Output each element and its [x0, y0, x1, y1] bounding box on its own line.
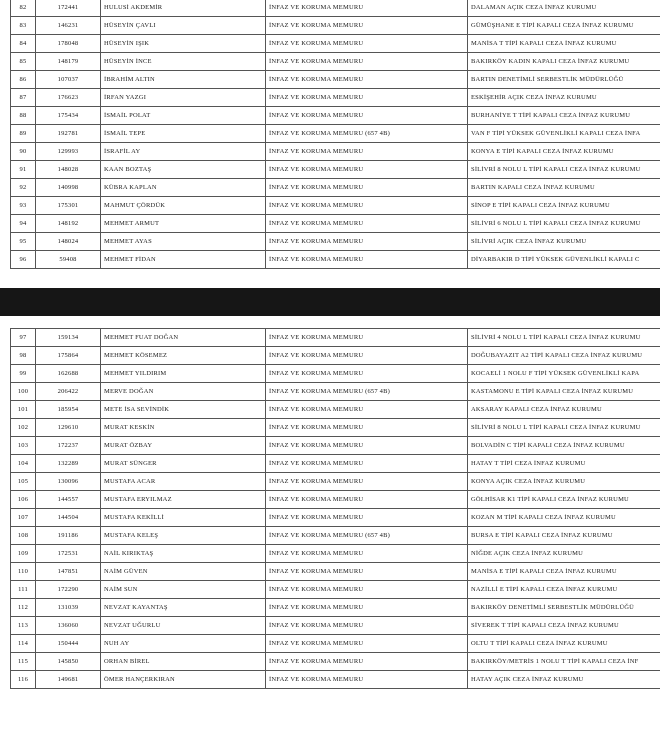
row-number-cell: 94	[11, 215, 36, 233]
person-name-cell: NAİL KIRIKTAŞ	[101, 545, 266, 563]
registry-number-cell: 176623	[36, 89, 101, 107]
row-number-cell: 103	[11, 437, 36, 455]
row-number-cell: 110	[11, 563, 36, 581]
table-row	[11, 419, 660, 437]
table-row	[11, 71, 660, 89]
table-row	[11, 17, 660, 35]
assigned-unit-cell: OLTU T TİPİ KAPALI CEZA İNFAZ KURUMU	[468, 635, 660, 653]
assigned-unit-cell: BAKIRKÖY KADIN KAPALI CEZA İNFAZ KURUMU	[468, 53, 660, 71]
person-name-cell: İSMAİL POLAT	[101, 107, 266, 125]
row-number-cell: 102	[11, 419, 36, 437]
registry-number-cell: 192781	[36, 125, 101, 143]
table-row	[11, 35, 660, 53]
person-name-cell: NAİM SUN	[101, 581, 266, 599]
job-title-cell: İNFAZ VE KORUMA MEMURU	[266, 437, 468, 455]
registry-number-cell: 172531	[36, 545, 101, 563]
table-row	[11, 179, 660, 197]
registry-number-cell: 131039	[36, 599, 101, 617]
assigned-unit-cell: BAKIRKÖY DENETİMLİ SERBESTLİK MÜDÜRLÜĞÜ	[468, 599, 660, 617]
person-name-cell: İRFAN YAZGI	[101, 89, 266, 107]
person-name-cell: ORHAN BİREL	[101, 653, 266, 671]
registry-number-cell: 191186	[36, 527, 101, 545]
assigned-unit-cell: BOLVADİN C TİPİ KAPALI CEZA İNFAZ KURUMU	[468, 437, 660, 455]
job-title-cell: İNFAZ VE KORUMA MEMURU	[266, 329, 468, 347]
row-number-cell: 115	[11, 653, 36, 671]
job-title-cell: İNFAZ VE KORUMA MEMURU (657 4B)	[266, 527, 468, 545]
registry-number-cell: 148028	[36, 161, 101, 179]
table-row	[11, 197, 660, 215]
row-number-cell: 92	[11, 179, 36, 197]
row-number-cell: 83	[11, 17, 36, 35]
registry-number-cell: 136060	[36, 617, 101, 635]
assigned-unit-cell: HATAY T TİPİ CEZA İNFAZ KURUMU	[468, 455, 660, 473]
job-title-cell: İNFAZ VE KORUMA MEMURU	[266, 671, 468, 689]
registry-number-cell: 130096	[36, 473, 101, 491]
row-number-cell: 82	[11, 0, 36, 17]
assigned-unit-cell: SİLİVRİ 6 NOLU L TİPİ KAPALI CEZA İNFAZ KURUMU	[468, 215, 660, 233]
assigned-unit-cell: NAZİLLİ E TİPİ KAPALI CEZA İNFAZ KURUMU	[468, 581, 660, 599]
table-row	[11, 437, 660, 455]
assigned-unit-cell: BAKIRKÖY/METRİS 1 NOLU T TİPİ KAPALI CEZA İNF	[468, 653, 660, 671]
registry-number-cell: 129993	[36, 143, 101, 161]
person-name-cell: MERVE DOĞAN	[101, 383, 266, 401]
row-number-cell: 89	[11, 125, 36, 143]
row-number-cell: 96	[11, 251, 36, 269]
registry-number-cell: 159134	[36, 329, 101, 347]
registry-number-cell: 172237	[36, 437, 101, 455]
job-title-cell: İNFAZ VE KORUMA MEMURU	[266, 53, 468, 71]
registry-number-cell: 185954	[36, 401, 101, 419]
assigned-unit-cell: BURSA E TİPİ KAPALI CEZA İNFAZ KURUMU	[468, 527, 660, 545]
job-title-cell: İNFAZ VE KORUMA MEMURU	[266, 89, 468, 107]
table-row	[11, 401, 660, 419]
registry-number-cell: 148024	[36, 233, 101, 251]
job-title-cell: İNFAZ VE KORUMA MEMURU	[266, 17, 468, 35]
assigned-unit-cell: KASTAMONU E TİPİ KAPALI CEZA İNFAZ KURUMU	[468, 383, 660, 401]
table-row	[11, 671, 660, 689]
job-title-cell: İNFAZ VE KORUMA MEMURU	[266, 233, 468, 251]
registry-number-cell: 172290	[36, 581, 101, 599]
row-number-cell: 105	[11, 473, 36, 491]
person-name-cell: KAAN BOZTAŞ	[101, 161, 266, 179]
person-name-cell: METE İSA SEVİNDİK	[101, 401, 266, 419]
person-name-cell: İSRAFİL AY	[101, 143, 266, 161]
job-title-cell: İNFAZ VE KORUMA MEMURU	[266, 197, 468, 215]
assigned-unit-cell: AKSARAY KAPALI CEZA İNFAZ KURUMU	[468, 401, 660, 419]
registry-number-cell: 59408	[36, 251, 101, 269]
table-row	[11, 599, 660, 617]
assigned-unit-cell: SİLİVRİ AÇIK CEZA İNFAZ KURUMU	[468, 233, 660, 251]
table-row	[11, 233, 660, 251]
person-name-cell: HÜSEYİN IŞIK	[101, 35, 266, 53]
assigned-unit-cell: DOĞUBAYAZIT A2 TİPİ KAPALI CEZA İNFAZ KURUMU	[468, 347, 660, 365]
assigned-unit-cell: KOZAN M TİPİ KAPALI CEZA İNFAZ KURUMU	[468, 509, 660, 527]
assigned-unit-cell: BURHANİYE T TİPİ KAPALI CEZA İNFAZ KURUMU	[468, 107, 660, 125]
table-row	[11, 329, 660, 347]
registry-number-cell: 107037	[36, 71, 101, 89]
job-title-cell: İNFAZ VE KORUMA MEMURU	[266, 599, 468, 617]
row-number-cell: 109	[11, 545, 36, 563]
row-number-cell: 98	[11, 347, 36, 365]
row-number-cell: 113	[11, 617, 36, 635]
assigned-unit-cell: KOCAELİ 1 NOLU F TİPİ YÜKSEK GÜVENLİKLİ KAPA	[468, 365, 660, 383]
table-row	[11, 581, 660, 599]
person-name-cell: MEHMET KÖSEMEZ	[101, 347, 266, 365]
job-title-cell: İNFAZ VE KORUMA MEMURU	[266, 71, 468, 89]
row-number-cell: 104	[11, 455, 36, 473]
table-row	[11, 107, 660, 125]
table-row	[11, 251, 660, 269]
table-row	[11, 509, 660, 527]
job-title-cell: İNFAZ VE KORUMA MEMURU	[266, 179, 468, 197]
person-name-cell: NEVZAT UĞURLU	[101, 617, 266, 635]
row-number-cell: 95	[11, 233, 36, 251]
assigned-unit-cell: SİLİVRİ 4 NOLU L TİPİ KAPALI CEZA İNFAZ KURUMU	[468, 329, 660, 347]
registry-number-cell: 175864	[36, 347, 101, 365]
table-row	[11, 383, 660, 401]
job-title-cell: İNFAZ VE KORUMA MEMURU	[266, 107, 468, 125]
row-number-cell: 107	[11, 509, 36, 527]
person-name-cell: ÖMER HANÇERKIRAN	[101, 671, 266, 689]
row-number-cell: 84	[11, 35, 36, 53]
assigned-unit-cell: DALAMAN AÇIK CEZA İNFAZ KURUMU	[468, 0, 660, 17]
personnel-table-top-body	[11, 0, 660, 269]
person-name-cell: MEHMET ARMUT	[101, 215, 266, 233]
assigned-unit-cell: GÖLHİSAR K1 TİPİ KAPALI CEZA İNFAZ KURUMU	[468, 491, 660, 509]
row-number-cell: 93	[11, 197, 36, 215]
job-title-cell: İNFAZ VE KORUMA MEMURU	[266, 161, 468, 179]
job-title-cell: İNFAZ VE KORUMA MEMURU	[266, 635, 468, 653]
table-row	[11, 143, 660, 161]
personnel-table-bottom	[10, 328, 660, 689]
person-name-cell: İBRAHİM ALTIN	[101, 71, 266, 89]
row-number-cell: 101	[11, 401, 36, 419]
table-row	[11, 491, 660, 509]
assigned-unit-cell: ESKİŞEHİR AÇIK CEZA İNFAZ KURUMU	[468, 89, 660, 107]
registry-number-cell: 175301	[36, 197, 101, 215]
registry-number-cell: 147851	[36, 563, 101, 581]
person-name-cell: İSMAİL TEPE	[101, 125, 266, 143]
assigned-unit-cell: SİLİVRİ 8 NOLU L TİPİ KAPALI CEZA İNFAZ KURUMU	[468, 161, 660, 179]
registry-number-cell: 132289	[36, 455, 101, 473]
job-title-cell: İNFAZ VE KORUMA MEMURU	[266, 563, 468, 581]
assigned-unit-cell: SİLİVRİ 8 NOLU L TİPİ KAPALI CEZA İNFAZ KURUMU	[468, 419, 660, 437]
person-name-cell: HULUSİ AKDEMİR	[101, 0, 266, 17]
registry-number-cell: 175434	[36, 107, 101, 125]
assigned-unit-cell: SİNOP E TİPİ KAPALI CEZA İNFAZ KURUMU	[468, 197, 660, 215]
row-number-cell: 112	[11, 599, 36, 617]
registry-number-cell: 148179	[36, 53, 101, 71]
job-title-cell: İNFAZ VE KORUMA MEMURU	[266, 419, 468, 437]
person-name-cell: MUSTAFA ERYILMAZ	[101, 491, 266, 509]
job-title-cell: İNFAZ VE KORUMA MEMURU	[266, 215, 468, 233]
job-title-cell: İNFAZ VE KORUMA MEMURU	[266, 35, 468, 53]
job-title-cell: İNFAZ VE KORUMA MEMURU	[266, 581, 468, 599]
table-row	[11, 215, 660, 233]
table-row	[11, 53, 660, 71]
registry-number-cell: 172441	[36, 0, 101, 17]
personnel-table-bottom-body	[11, 329, 660, 689]
table-row	[11, 0, 660, 17]
row-number-cell: 88	[11, 107, 36, 125]
row-number-cell: 111	[11, 581, 36, 599]
person-name-cell: MURAT ÖZBAY	[101, 437, 266, 455]
person-name-cell: NUH AY	[101, 635, 266, 653]
table-row	[11, 347, 660, 365]
table-row	[11, 563, 660, 581]
assigned-unit-cell: KONYA E TİPİ KAPALI CEZA İNFAZ KURUMU	[468, 143, 660, 161]
table-row	[11, 125, 660, 143]
row-number-cell: 91	[11, 161, 36, 179]
job-title-cell: İNFAZ VE KORUMA MEMURU	[266, 455, 468, 473]
registry-number-cell: 129610	[36, 419, 101, 437]
row-number-cell: 85	[11, 53, 36, 71]
table-row	[11, 617, 660, 635]
table-row	[11, 89, 660, 107]
job-title-cell: İNFAZ VE KORUMA MEMURU	[266, 509, 468, 527]
job-title-cell: İNFAZ VE KORUMA MEMURU (657 4B)	[266, 383, 468, 401]
registry-number-cell: 140998	[36, 179, 101, 197]
table-row	[11, 455, 660, 473]
assigned-unit-cell: MANİSA T TİPİ KAPALI CEZA İNFAZ KURUMU	[468, 35, 660, 53]
assigned-unit-cell: HATAY AÇIK CEZA İNFAZ KURUMU	[468, 671, 660, 689]
person-name-cell: MEHMET AYAS	[101, 233, 266, 251]
table-row	[11, 365, 660, 383]
row-number-cell: 99	[11, 365, 36, 383]
document-page-bottom	[0, 324, 660, 729]
registry-number-cell: 150444	[36, 635, 101, 653]
registry-number-cell: 178048	[36, 35, 101, 53]
personnel-table-top	[10, 0, 660, 269]
registry-number-cell: 145850	[36, 653, 101, 671]
assigned-unit-cell: KONYA AÇIK CEZA İNFAZ KURUMU	[468, 473, 660, 491]
assigned-unit-cell: NİĞDE AÇIK CEZA İNFAZ KURUMU	[468, 545, 660, 563]
person-name-cell: MEHMET YILDIRIM	[101, 365, 266, 383]
person-name-cell: HÜSEYİN İNCE	[101, 53, 266, 71]
person-name-cell: NEVZAT KAYANTAŞ	[101, 599, 266, 617]
person-name-cell: KÜBRA KAPLAN	[101, 179, 266, 197]
assigned-unit-cell: BARTIN KAPALI CEZA İNFAZ KURUMU	[468, 179, 660, 197]
row-number-cell: 87	[11, 89, 36, 107]
person-name-cell: MEHMET FUAT DOĞAN	[101, 329, 266, 347]
assigned-unit-cell: SİVEREK T TİPİ KAPALI CEZA İNFAZ KURUMU	[468, 617, 660, 635]
job-title-cell: İNFAZ VE KORUMA MEMURU	[266, 491, 468, 509]
job-title-cell: İNFAZ VE KORUMA MEMURU	[266, 653, 468, 671]
job-title-cell: İNFAZ VE KORUMA MEMURU	[266, 401, 468, 419]
person-name-cell: MEHMET FİDAN	[101, 251, 266, 269]
job-title-cell: İNFAZ VE KORUMA MEMURU	[266, 143, 468, 161]
job-title-cell: İNFAZ VE KORUMA MEMURU	[266, 347, 468, 365]
job-title-cell: İNFAZ VE KORUMA MEMURU	[266, 473, 468, 491]
job-title-cell: İNFAZ VE KORUMA MEMURU	[266, 617, 468, 635]
table-row	[11, 545, 660, 563]
table-row	[11, 161, 660, 179]
person-name-cell: NAİM GÜVEN	[101, 563, 266, 581]
job-title-cell: İNFAZ VE KORUMA MEMURU	[266, 365, 468, 383]
row-number-cell: 90	[11, 143, 36, 161]
row-number-cell: 114	[11, 635, 36, 653]
person-name-cell: HÜSEYİN ÇAVLI	[101, 17, 266, 35]
assigned-unit-cell: VAN F TİPİ YÜKSEK GÜVENLİKLİ KAPALI CEZA İNFA	[468, 125, 660, 143]
registry-number-cell: 206422	[36, 383, 101, 401]
row-number-cell: 106	[11, 491, 36, 509]
table-row	[11, 473, 660, 491]
row-number-cell: 97	[11, 329, 36, 347]
job-title-cell: İNFAZ VE KORUMA MEMURU	[266, 0, 468, 17]
registry-number-cell: 146231	[36, 17, 101, 35]
table-row	[11, 635, 660, 653]
table-row	[11, 653, 660, 671]
registry-number-cell: 144504	[36, 509, 101, 527]
table-row	[11, 527, 660, 545]
page-gap-band	[0, 288, 660, 316]
registry-number-cell: 162688	[36, 365, 101, 383]
person-name-cell: MUSTAFA ACAR	[101, 473, 266, 491]
row-number-cell: 86	[11, 71, 36, 89]
row-number-cell: 108	[11, 527, 36, 545]
person-name-cell: MUSTAFA KELEŞ	[101, 527, 266, 545]
registry-number-cell: 149681	[36, 671, 101, 689]
person-name-cell: MUSTAFA KEKİLLİ	[101, 509, 266, 527]
assigned-unit-cell: GÜMÜŞHANE E TİPİ KAPALI CEZA İNFAZ KURUMU	[468, 17, 660, 35]
assigned-unit-cell: DİYARBAKIR D TİPİ YÜKSEK GÜVENLİKLİ KAPALI C	[468, 251, 660, 269]
assigned-unit-cell: BARTIN DENETİMLİ SERBESTLİK MÜDÜRLÜĞÜ	[468, 71, 660, 89]
job-title-cell: İNFAZ VE KORUMA MEMURU (657 4B)	[266, 125, 468, 143]
assigned-unit-cell: MANİSA E TİPİ KAPALI CEZA İNFAZ KURUMU	[468, 563, 660, 581]
person-name-cell: MURAT SÜNGER	[101, 455, 266, 473]
person-name-cell: MAHMUT ÇÖRDÜK	[101, 197, 266, 215]
row-number-cell: 116	[11, 671, 36, 689]
job-title-cell: İNFAZ VE KORUMA MEMURU	[266, 545, 468, 563]
job-title-cell: İNFAZ VE KORUMA MEMURU	[266, 251, 468, 269]
row-number-cell: 100	[11, 383, 36, 401]
registry-number-cell: 144557	[36, 491, 101, 509]
person-name-cell: MURAT KESKİN	[101, 419, 266, 437]
registry-number-cell: 148192	[36, 215, 101, 233]
document-page-top	[0, 0, 660, 278]
